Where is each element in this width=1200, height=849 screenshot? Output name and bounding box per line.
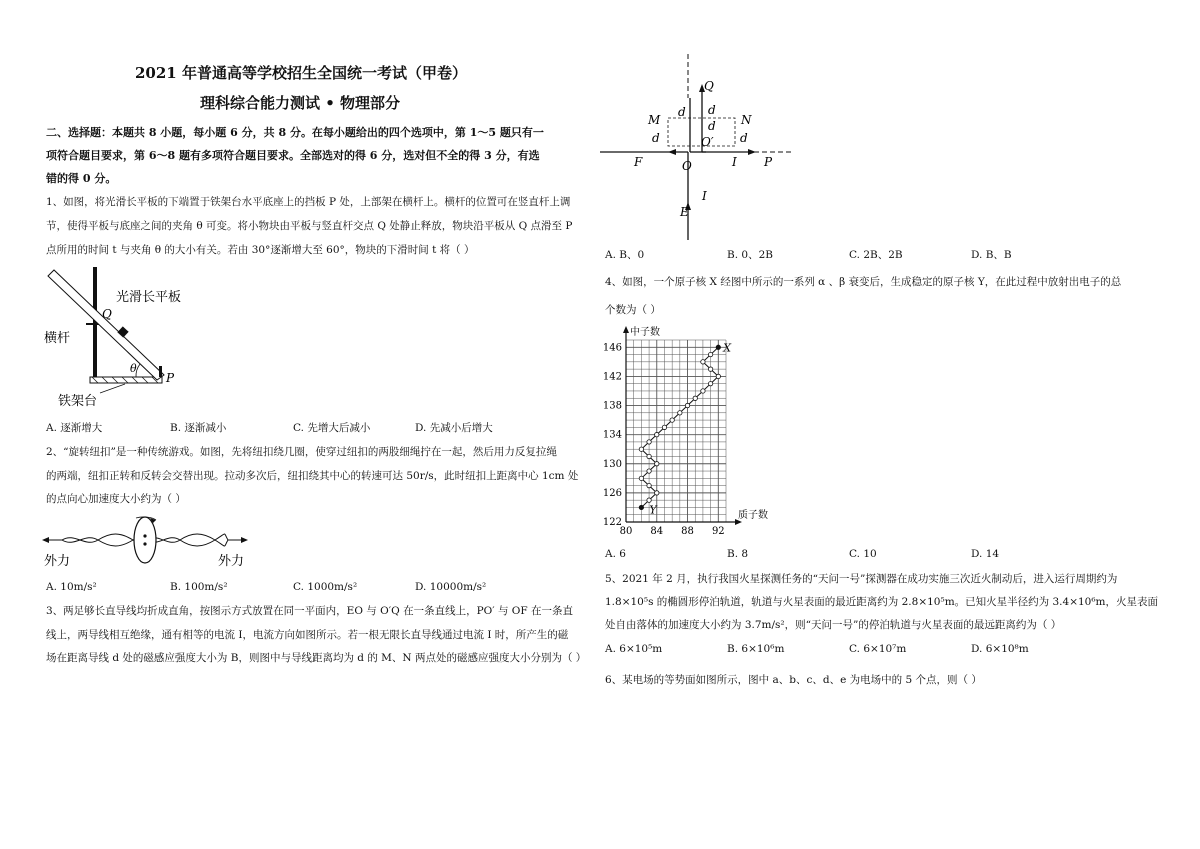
point-y bbox=[639, 505, 643, 509]
y-tick-label: 146 bbox=[602, 342, 622, 354]
plate bbox=[48, 270, 164, 380]
x-axis-label: 质子数 bbox=[738, 510, 768, 521]
decay-point bbox=[670, 418, 674, 422]
y-tick-label: 126 bbox=[602, 487, 622, 499]
stand-base bbox=[90, 377, 162, 383]
section-heading-line-1: 二、选择题：本题共 8 小题，每小题 6 分，共 8 分。在每小题给出的四个选项中，第 1～5 题只有一 bbox=[46, 126, 544, 139]
decay-point bbox=[708, 381, 712, 385]
label-o-prime: O′ bbox=[701, 135, 714, 149]
q4-text-line-1: 4、如图，一个原子核 X 经图中所示的一系列 α 、β 衰变后，生成稳定的原子核 Y，在此过程中放射出电子的总 bbox=[605, 276, 1122, 288]
q3-text-line-2: 线上，两导线相互绝缘，通有相等的电流 I，电流方向如图所示。若一根无限长直导线通过电流 I 时，所产生的磁 bbox=[46, 629, 569, 641]
label-d-4: d bbox=[652, 131, 660, 145]
rod-label: 横杆 bbox=[44, 331, 71, 346]
label-e: E bbox=[680, 205, 689, 219]
q6-text-line-1: 6、某电场的等势面如图所示，图中 a、b、c、d、e 为电场中的 5 个点，则（ ） bbox=[605, 674, 982, 686]
y-tick-label: 130 bbox=[602, 458, 622, 470]
point-p-label: P bbox=[166, 371, 175, 385]
start-label: X bbox=[723, 341, 732, 355]
q5-text-line-1: 5、2021 年 2 月，执行我国火星探测任务的“天问一号”探测器在成功实施三次近火制动后，进入运行周期约为 bbox=[605, 573, 1118, 585]
y-axis-arrow bbox=[623, 326, 629, 333]
label-n: N bbox=[741, 113, 752, 127]
theta-label: θ bbox=[130, 362, 137, 375]
decay-point bbox=[655, 491, 659, 495]
decay-point bbox=[678, 411, 682, 415]
y-tick-label: 134 bbox=[602, 429, 622, 441]
decay-point bbox=[685, 403, 689, 407]
decay-point bbox=[639, 476, 643, 480]
y-tick-label: 138 bbox=[602, 400, 622, 412]
label-o: O bbox=[682, 159, 692, 173]
q3-text-line-1: 3、两足够长直导线均折成直角，按图示方式放置在同一平面内，EO 与 O′Q 在一条直线上，PO′ 与 OF 在一条直 bbox=[46, 605, 574, 617]
decay-point bbox=[639, 447, 643, 451]
left-force-label: 外力 bbox=[44, 554, 71, 569]
y-axis-label: 中子数 bbox=[630, 327, 660, 338]
label-p: P bbox=[764, 155, 773, 169]
label-m: M bbox=[648, 113, 661, 127]
q2-text-line-1: 2、“旋转纽扣”是一种传统游戏。如图，先将纽扣绕几圈，使穿过纽扣的两股细绳拧在一起，然后用力反复拉绳 bbox=[46, 446, 557, 458]
q4-text-line-2: 个数为（ ） bbox=[605, 304, 661, 316]
q1-text-line-1: 1、如图，将光滑长平板的下端置于铁架台水平底座上的挡板 P 处，上部架在横杆上。横杆的位置可在竖直杆上调 bbox=[46, 196, 571, 208]
q3-option-d: D. B、B bbox=[971, 249, 1012, 261]
decay-point bbox=[708, 352, 712, 356]
q3-option-b: B. 0、2B bbox=[727, 249, 773, 261]
label-i-bottom: I bbox=[702, 189, 707, 203]
decay-point bbox=[655, 462, 659, 466]
decay-point bbox=[647, 440, 651, 444]
decay-point bbox=[655, 432, 659, 436]
q3-text-line-3: 场在距离导线 d 处的磁感应强度大小为 B，则图中与导线距离均为 d 的 M、N 两点处的磁感应强度大小分别为（ ） bbox=[46, 652, 587, 664]
q2-text-line-3: 的点向心加速度大小约为（ ） bbox=[46, 493, 186, 505]
point-q-label: Q bbox=[102, 307, 112, 321]
decay-point bbox=[647, 454, 651, 458]
y-tick-label: 142 bbox=[602, 371, 622, 383]
decay-point bbox=[647, 498, 651, 502]
q2-option-c: C. 1000m/s² bbox=[293, 581, 358, 593]
q5-option-b: B. 6×10⁶m bbox=[727, 643, 785, 655]
q3-wires-figure bbox=[598, 52, 798, 242]
decay-point bbox=[647, 483, 651, 487]
y-tick-label: 122 bbox=[602, 517, 622, 528]
q1-option-a: A. 逐渐增大 bbox=[46, 422, 103, 434]
base-label: 铁架台 bbox=[58, 394, 98, 409]
q2-button-figure bbox=[40, 510, 250, 572]
q1-incline-figure bbox=[40, 262, 240, 412]
decay-point bbox=[647, 469, 651, 473]
label-d-5: d bbox=[740, 131, 748, 145]
q4-option-c: C. 10 bbox=[849, 548, 877, 560]
label-d-1: d bbox=[678, 105, 686, 119]
point-x bbox=[716, 345, 720, 349]
end-label: Y bbox=[649, 503, 657, 517]
decay-chart bbox=[602, 324, 802, 542]
x-tick-label: 80 bbox=[619, 526, 633, 537]
q1-text-line-2: 节，使得平板与底座之间的夹角 θ 可变。将小物块由平板与竖直杆交点 Q 处静止释放，物块沿平板从 Q 点滑至 P bbox=[46, 220, 573, 232]
q2-text-line-2: 的两端，纽扣正转和反转会交替出现。拉动多次后，纽扣绕其中心的转速可达 50r/s，此时纽扣上距离中心 1cm 处 bbox=[46, 470, 579, 482]
q1-option-c: C. 先增大后减小 bbox=[293, 422, 371, 434]
paper-title: 2021 年普通高等学校招生全国统一考试（甲卷） bbox=[135, 64, 467, 82]
label-f: F bbox=[634, 155, 643, 169]
q5-option-d: D. 6×10⁸m bbox=[971, 643, 1029, 655]
plate-label: 光滑长平板 bbox=[116, 290, 182, 305]
q2-option-b: B. 100m/s² bbox=[170, 581, 228, 593]
button-disc bbox=[134, 517, 156, 563]
q5-option-a: A. 6×10⁵m bbox=[605, 643, 663, 655]
q4-option-b: B. 8 bbox=[727, 548, 749, 560]
q1-option-d: D. 先减小后增大 bbox=[415, 422, 493, 434]
q5-text-line-3: 处自由落体的加速度大小约为 3.7m/s²，则“天问一号”的停泊轨道与火星表面的最远距离约为（ ） bbox=[605, 619, 1062, 631]
q4-option-a: A. 6 bbox=[605, 548, 626, 560]
label-d-3: d bbox=[708, 119, 716, 133]
q1-option-b: B. 逐渐减小 bbox=[170, 422, 227, 434]
section-heading-line-2: 项符合题目要求，第 6～8 题有多项符合题目要求。全部选对的得 6 分，选对但不全的得 3 分，有选 bbox=[46, 149, 540, 162]
label-q: Q bbox=[704, 79, 714, 93]
q2-option-d: D. 10000m/s² bbox=[415, 581, 487, 593]
decay-point bbox=[701, 389, 705, 393]
label-i-right: I bbox=[732, 155, 737, 169]
x-tick-label: 92 bbox=[711, 526, 725, 537]
decay-point bbox=[662, 425, 666, 429]
decay-point bbox=[708, 367, 712, 371]
decay-point bbox=[701, 360, 705, 364]
q3-option-a: A. B、0 bbox=[605, 249, 645, 261]
q5-option-c: C. 6×10⁷m bbox=[849, 643, 907, 655]
right-force-label: 外力 bbox=[218, 554, 245, 569]
decay-point bbox=[716, 374, 720, 378]
decay-point bbox=[693, 396, 697, 400]
label-d-2: d bbox=[708, 103, 716, 117]
q3-option-c: C. 2B、2B bbox=[849, 249, 903, 261]
paper-subtitle: 理科综合能力测试 • 物理部分 bbox=[200, 94, 401, 112]
section-heading-line-3: 错的得 0 分。 bbox=[46, 172, 117, 185]
q5-text-line-2: 1.8×10⁵s 的椭圆形停泊轨道，轨道与火星表面的最近距离约为 2.8×10⁵m。已知火星半径约为 3.4×10⁶m，火星表面 bbox=[605, 596, 1159, 608]
x-tick-label: 88 bbox=[681, 526, 694, 537]
q4-option-d: D. 14 bbox=[971, 548, 1000, 560]
x-tick-label: 84 bbox=[650, 526, 664, 537]
q2-option-a: A. 10m/s² bbox=[46, 581, 97, 593]
q1-text-line-3: 点所用的时间 t 与夹角 θ 的大小有关。若由 30°逐渐增大至 60°，物块的下滑时间 t 将（ ） bbox=[46, 244, 475, 256]
